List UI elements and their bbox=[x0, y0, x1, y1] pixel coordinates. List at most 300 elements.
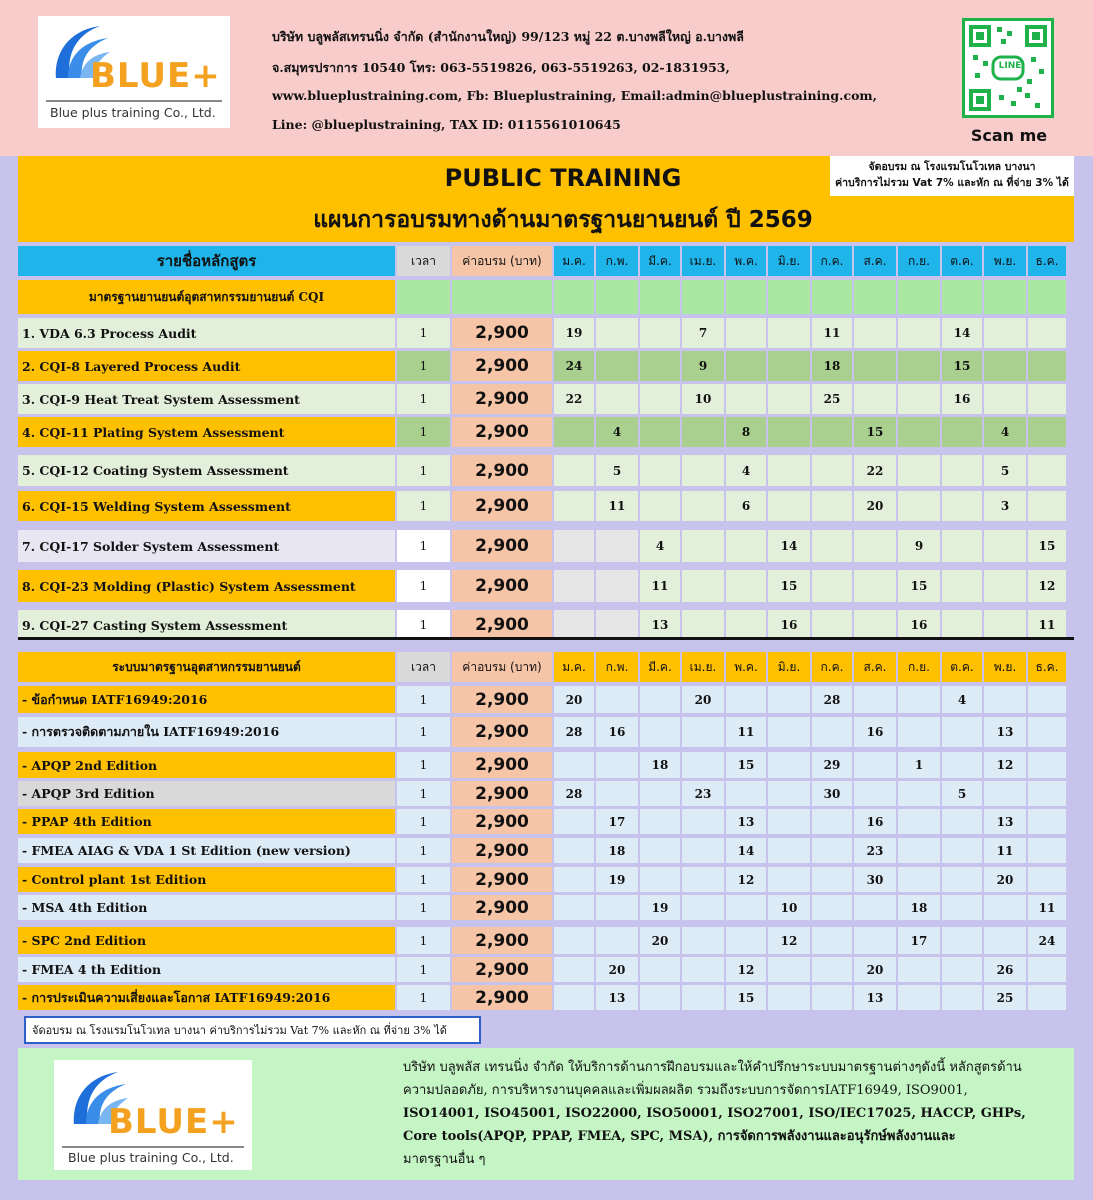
month-date-cell bbox=[812, 717, 852, 747]
venue-note-line-2: ค่าบริการไม่รวม Vat 7% และหัก ณ ที่จ่าย 3% ได้ bbox=[835, 177, 1069, 189]
footer-logo bbox=[54, 1060, 252, 1170]
month-date-cell: 24 bbox=[554, 351, 594, 381]
month-date-cell bbox=[726, 351, 766, 381]
month-date-cell bbox=[898, 686, 940, 713]
month-header: ม.ค. bbox=[554, 246, 594, 276]
duration-cell: 1 bbox=[397, 867, 450, 892]
section-cqi-duration-blank bbox=[397, 280, 450, 314]
month-date-cell bbox=[596, 781, 638, 806]
section-cqi-month-blank bbox=[596, 280, 638, 314]
month-date-cell bbox=[984, 530, 1026, 562]
duration-cell: 1 bbox=[397, 610, 450, 640]
month-header: เม.ย. bbox=[682, 246, 724, 276]
month-date-cell: 23 bbox=[854, 838, 896, 863]
footer-logo-subtitle: Blue plus training Co., Ltd. bbox=[68, 1150, 234, 1165]
month-date-cell bbox=[1028, 838, 1066, 863]
duration-cell: 1 bbox=[397, 781, 450, 806]
price-cell: 2,900 bbox=[452, 491, 552, 521]
month-date-cell bbox=[726, 781, 766, 806]
month-date-cell bbox=[596, 927, 638, 954]
services-line-5: มาตรฐานอื่น ๆ bbox=[403, 1152, 486, 1167]
course-name-cell: - ข้อกำหนด IATF16949:2016 bbox=[18, 686, 395, 713]
header-address-line-2: จ.สมุทรปราการ 10540 โทร: 063-5519826, 063-5519263, 02-1831953, bbox=[272, 60, 730, 75]
course-name-cell: - FMEA AIAG & VDA 1 St Edition (new version) bbox=[18, 838, 395, 863]
month-date-cell bbox=[812, 491, 852, 521]
month-date-cell bbox=[554, 417, 594, 447]
month-date-cell bbox=[554, 752, 594, 778]
month-date-cell bbox=[942, 530, 982, 562]
month-date-cell: 15 bbox=[854, 417, 896, 447]
section-cqi-month-blank bbox=[768, 280, 810, 314]
month-date-cell bbox=[984, 895, 1026, 920]
month-date-cell bbox=[640, 455, 680, 486]
month-date-cell: 18 bbox=[640, 752, 680, 778]
month-header: ก.ค. bbox=[812, 246, 852, 276]
month-date-cell bbox=[768, 384, 810, 414]
month-date-cell bbox=[768, 455, 810, 486]
month-header: มี.ค. bbox=[640, 246, 680, 276]
section-cqi-month-blank bbox=[812, 280, 852, 314]
month-date-cell: 11 bbox=[812, 318, 852, 348]
month-date-cell bbox=[640, 985, 680, 1010]
month-header: พ.ย. bbox=[984, 246, 1026, 276]
duration-cell: 1 bbox=[397, 686, 450, 713]
month-date-cell bbox=[942, 927, 982, 954]
section-cqi-month-blank bbox=[682, 280, 724, 314]
section-cqi-month-blank bbox=[942, 280, 982, 314]
section2-month-header: มี.ค. bbox=[640, 652, 680, 682]
month-header: ก.พ. bbox=[596, 246, 638, 276]
header-address-line-1: บริษัท บลูพลัสเทรนนิ่ง จำกัด (สำนักงานใหญ่) 99/123 หมู่ 22 ต.บางพลีใหญ่ อ.บางพลี bbox=[272, 29, 744, 44]
duration-cell: 1 bbox=[397, 351, 450, 381]
month-date-cell bbox=[682, 895, 724, 920]
month-date-cell bbox=[1028, 455, 1066, 486]
services-line-1: บริษัท บลูพลัส เทรนนิ่ง จำกัด ให้บริการด้านการฝึกอบรมและให้คำปรึกษาระบบมาตรฐานต่างๆดังนี้ หลักสูตรด้าน bbox=[403, 1060, 1022, 1075]
section2-duration-header: เวลา bbox=[397, 652, 450, 682]
section2-month-header: พ.ค. bbox=[726, 652, 766, 682]
month-date-cell bbox=[640, 384, 680, 414]
month-date-cell: 28 bbox=[812, 686, 852, 713]
month-date-cell bbox=[1028, 752, 1066, 778]
month-date-cell bbox=[726, 530, 766, 562]
month-date-cell bbox=[726, 927, 766, 954]
course-name-cell: 5. CQI-12 Coating System Assessment bbox=[18, 455, 395, 486]
month-header: มิ.ย. bbox=[768, 246, 810, 276]
month-date-cell bbox=[554, 610, 594, 640]
month-date-cell: 12 bbox=[1028, 570, 1066, 602]
month-date-cell bbox=[1028, 867, 1066, 892]
month-date-cell: 18 bbox=[596, 838, 638, 863]
month-date-cell bbox=[1028, 781, 1066, 806]
price-cell: 2,900 bbox=[452, 752, 552, 778]
month-date-cell bbox=[768, 417, 810, 447]
section2-month-header: ก.ค. bbox=[812, 652, 852, 682]
month-date-cell bbox=[812, 530, 852, 562]
course-name-cell: 3. CQI-9 Heat Treat System Assessment bbox=[18, 384, 395, 414]
month-date-cell: 15 bbox=[942, 351, 982, 381]
month-date-cell: 8 bbox=[726, 417, 766, 447]
month-date-cell: 11 bbox=[1028, 610, 1066, 640]
month-date-cell: 26 bbox=[984, 957, 1026, 982]
month-date-cell bbox=[768, 809, 810, 834]
month-date-cell: 20 bbox=[554, 686, 594, 713]
header-contact-line-4: Line: @blueplustraining, TAX ID: 0115561010645 bbox=[272, 117, 621, 132]
month-date-cell bbox=[682, 957, 724, 982]
services-line-2: ความปลอดภัย, การบริหารงานบุคคลและเพิ่มผลผลิต รวมถึงระบบการจัดการIATF16949, ISO9001, bbox=[403, 1083, 968, 1098]
section2-month-header: พ.ย. bbox=[984, 652, 1026, 682]
month-date-cell bbox=[898, 867, 940, 892]
month-date-cell bbox=[768, 491, 810, 521]
duration-cell: 1 bbox=[397, 384, 450, 414]
section2-month-header: ก.พ. bbox=[596, 652, 638, 682]
month-date-cell bbox=[726, 610, 766, 640]
footer-logo-wordmark: BLUE+ bbox=[108, 1102, 239, 1142]
month-date-cell: 30 bbox=[812, 781, 852, 806]
month-date-cell bbox=[554, 895, 594, 920]
course-name-cell: 6. CQI-15 Welding System Assessment bbox=[18, 491, 395, 521]
month-date-cell: 30 bbox=[854, 867, 896, 892]
month-date-cell bbox=[898, 985, 940, 1010]
month-date-cell bbox=[682, 867, 724, 892]
month-date-cell: 5 bbox=[596, 455, 638, 486]
month-date-cell: 15 bbox=[1028, 530, 1066, 562]
month-date-cell bbox=[554, 957, 594, 982]
services-line-3: ISO14001, ISO45001, ISO22000, ISO50001, ISO27001, ISO/IEC17025, HACCP, GHPs, bbox=[403, 1106, 1026, 1121]
month-date-cell: 28 bbox=[554, 717, 594, 747]
qr-line-label: LINE bbox=[998, 61, 1022, 71]
month-date-cell bbox=[854, 610, 896, 640]
month-date-cell bbox=[726, 895, 766, 920]
month-date-cell bbox=[596, 752, 638, 778]
month-date-cell bbox=[554, 530, 594, 562]
month-date-cell bbox=[768, 351, 810, 381]
month-date-cell bbox=[554, 927, 594, 954]
course-name-cell: 7. CQI-17 Solder System Assessment bbox=[18, 530, 395, 562]
course-name-cell: - FMEA 4 th Edition bbox=[18, 957, 395, 982]
month-date-cell bbox=[854, 570, 896, 602]
duration-cell: 1 bbox=[397, 809, 450, 834]
month-date-cell: 5 bbox=[942, 781, 982, 806]
month-date-cell bbox=[984, 570, 1026, 602]
duration-cell: 1 bbox=[397, 717, 450, 747]
month-date-cell bbox=[854, 530, 896, 562]
month-date-cell: 18 bbox=[898, 895, 940, 920]
month-date-cell: 20 bbox=[854, 957, 896, 982]
month-date-cell bbox=[682, 417, 724, 447]
month-date-cell: 17 bbox=[898, 927, 940, 954]
course-name-cell: 2. CQI-8 Layered Process Audit bbox=[18, 351, 395, 381]
month-date-cell: 11 bbox=[984, 838, 1026, 863]
month-date-cell bbox=[942, 491, 982, 521]
month-date-cell bbox=[854, 895, 896, 920]
month-date-cell: 13 bbox=[640, 610, 680, 640]
duration-cell: 1 bbox=[397, 455, 450, 486]
month-date-cell bbox=[942, 838, 982, 863]
month-date-cell bbox=[812, 867, 852, 892]
month-date-cell: 11 bbox=[640, 570, 680, 602]
month-date-cell bbox=[942, 752, 982, 778]
month-date-cell: 10 bbox=[682, 384, 724, 414]
month-date-cell bbox=[682, 927, 724, 954]
month-date-cell: 12 bbox=[726, 957, 766, 982]
month-date-cell: 11 bbox=[596, 491, 638, 521]
month-date-cell bbox=[812, 455, 852, 486]
month-header: ก.ย. bbox=[898, 246, 940, 276]
price-cell: 2,900 bbox=[452, 838, 552, 863]
duration-cell: 1 bbox=[397, 895, 450, 920]
month-date-cell bbox=[768, 867, 810, 892]
price-cell: 2,900 bbox=[452, 717, 552, 747]
month-date-cell bbox=[682, 610, 724, 640]
month-date-cell: 16 bbox=[854, 809, 896, 834]
month-date-cell bbox=[596, 895, 638, 920]
price-cell: 2,900 bbox=[452, 455, 552, 486]
course-name-cell: 8. CQI-23 Molding (Plastic) System Assessment bbox=[18, 570, 395, 602]
month-date-cell bbox=[640, 838, 680, 863]
month-date-cell: 20 bbox=[682, 686, 724, 713]
price-cell: 2,900 bbox=[452, 809, 552, 834]
course-name-cell: 4. CQI-11 Plating System Assessment bbox=[18, 417, 395, 447]
month-date-cell: 16 bbox=[768, 610, 810, 640]
price-cell: 2,900 bbox=[452, 417, 552, 447]
month-date-cell bbox=[1028, 351, 1066, 381]
price-cell: 2,900 bbox=[452, 895, 552, 920]
month-header: ธ.ค. bbox=[1028, 246, 1066, 276]
month-date-cell bbox=[984, 781, 1026, 806]
month-date-cell: 14 bbox=[768, 530, 810, 562]
section-cqi-month-blank bbox=[554, 280, 594, 314]
price-cell: 2,900 bbox=[452, 530, 552, 562]
company-services-text bbox=[403, 1056, 1053, 1171]
month-date-cell bbox=[812, 610, 852, 640]
month-date-cell: 4 bbox=[596, 417, 638, 447]
month-date-cell: 1 bbox=[898, 752, 940, 778]
duration-cell: 1 bbox=[397, 957, 450, 982]
month-date-cell: 5 bbox=[984, 455, 1026, 486]
month-date-cell: 17 bbox=[596, 809, 638, 834]
price-cell: 2,900 bbox=[452, 686, 552, 713]
month-date-cell bbox=[812, 957, 852, 982]
section2-month-header: ต.ค. bbox=[942, 652, 982, 682]
duration-cell: 1 bbox=[397, 417, 450, 447]
month-date-cell: 9 bbox=[898, 530, 940, 562]
course-name-cell: - SPC 2nd Edition bbox=[18, 927, 395, 954]
month-date-cell: 4 bbox=[942, 686, 982, 713]
course-name-cell: - PPAP 4th Edition bbox=[18, 809, 395, 834]
month-date-cell bbox=[812, 927, 852, 954]
duration-cell: 1 bbox=[397, 491, 450, 521]
month-date-cell: 16 bbox=[898, 610, 940, 640]
month-date-cell: 28 bbox=[554, 781, 594, 806]
month-date-cell: 15 bbox=[726, 752, 766, 778]
month-date-cell bbox=[726, 686, 766, 713]
month-date-cell bbox=[942, 570, 982, 602]
month-date-cell bbox=[942, 417, 982, 447]
month-date-cell: 16 bbox=[596, 717, 638, 747]
price-cell: 2,900 bbox=[452, 867, 552, 892]
month-date-cell: 19 bbox=[596, 867, 638, 892]
month-date-cell bbox=[768, 752, 810, 778]
month-date-cell: 25 bbox=[812, 384, 852, 414]
course-name-cell: - MSA 4th Edition bbox=[18, 895, 395, 920]
section2-month-header: เม.ย. bbox=[682, 652, 724, 682]
month-date-cell: 19 bbox=[554, 318, 594, 348]
month-date-cell bbox=[898, 318, 940, 348]
price-cell: 2,900 bbox=[452, 781, 552, 806]
month-date-cell: 25 bbox=[984, 985, 1026, 1010]
month-date-cell bbox=[898, 809, 940, 834]
month-date-cell bbox=[726, 384, 766, 414]
month-date-cell bbox=[898, 717, 940, 747]
month-date-cell bbox=[596, 318, 638, 348]
month-date-cell bbox=[596, 351, 638, 381]
section2-month-header: ก.ย. bbox=[898, 652, 940, 682]
duration-cell: 1 bbox=[397, 570, 450, 602]
month-date-cell bbox=[596, 570, 638, 602]
month-date-cell: 10 bbox=[768, 895, 810, 920]
month-header: ต.ค. bbox=[942, 246, 982, 276]
month-date-cell bbox=[1028, 809, 1066, 834]
month-date-cell bbox=[898, 455, 940, 486]
section2-month-header: มิ.ย. bbox=[768, 652, 810, 682]
section-cqi-month-blank bbox=[898, 280, 940, 314]
section2-price-header: ค่าอบรม (บาท) bbox=[452, 652, 552, 682]
month-date-cell: 22 bbox=[854, 455, 896, 486]
price-cell: 2,900 bbox=[452, 351, 552, 381]
month-date-cell bbox=[554, 491, 594, 521]
month-date-cell bbox=[854, 927, 896, 954]
month-date-cell: 22 bbox=[554, 384, 594, 414]
month-date-cell bbox=[682, 530, 724, 562]
course-name-cell: 1. VDA 6.3 Process Audit bbox=[18, 318, 395, 348]
duration-column-header: เวลา bbox=[397, 246, 450, 276]
price-cell: 2,900 bbox=[452, 318, 552, 348]
section-iatf-title: ระบบมาตรฐานอุตสาหกรรมยานยนต์ bbox=[18, 652, 395, 682]
public-training-title: PUBLIC TRAINING bbox=[444, 164, 682, 192]
month-date-cell bbox=[768, 985, 810, 1010]
month-date-cell bbox=[984, 384, 1026, 414]
month-date-cell: 12 bbox=[768, 927, 810, 954]
month-date-cell bbox=[854, 384, 896, 414]
month-date-cell bbox=[682, 838, 724, 863]
scan-me-label: Scan me bbox=[970, 126, 1048, 145]
month-date-cell bbox=[596, 610, 638, 640]
duration-cell: 1 bbox=[397, 530, 450, 562]
month-date-cell bbox=[812, 838, 852, 863]
section-cqi-month-blank bbox=[640, 280, 680, 314]
month-date-cell: 9 bbox=[682, 351, 724, 381]
month-date-cell: 16 bbox=[942, 384, 982, 414]
month-date-cell bbox=[768, 838, 810, 863]
month-date-cell: 23 bbox=[682, 781, 724, 806]
month-date-cell bbox=[898, 351, 940, 381]
month-date-cell bbox=[898, 384, 940, 414]
footer-logo-underline bbox=[62, 1146, 244, 1148]
month-date-cell bbox=[640, 491, 680, 521]
month-date-cell: 11 bbox=[726, 717, 766, 747]
month-date-cell: 4 bbox=[984, 417, 1026, 447]
footnote-box: จัดอบรม ณ โรงแรมโนโวเทล บางนา ค่าบริการไม่รวม Vat 7% และหัก ณ ที่จ่าย 3% ได้ bbox=[24, 1016, 481, 1044]
logo-wordmark: BLUE+ bbox=[90, 56, 221, 96]
price-cell: 2,900 bbox=[452, 384, 552, 414]
month-date-cell bbox=[942, 867, 982, 892]
section-cqi-price-blank bbox=[452, 280, 552, 314]
month-date-cell: 15 bbox=[768, 570, 810, 602]
month-date-cell bbox=[854, 752, 896, 778]
duration-cell: 1 bbox=[397, 985, 450, 1010]
month-date-cell bbox=[984, 318, 1026, 348]
month-date-cell bbox=[682, 570, 724, 602]
price-cell: 2,900 bbox=[452, 927, 552, 954]
month-date-cell bbox=[854, 686, 896, 713]
month-date-cell bbox=[942, 895, 982, 920]
month-date-cell bbox=[984, 927, 1026, 954]
section2-month-header: ม.ค. bbox=[554, 652, 594, 682]
month-date-cell bbox=[942, 809, 982, 834]
month-header: พ.ค. bbox=[726, 246, 766, 276]
price-cell: 2,900 bbox=[452, 957, 552, 982]
month-date-cell bbox=[682, 809, 724, 834]
month-date-cell: 3 bbox=[984, 491, 1026, 521]
month-date-cell: 20 bbox=[984, 867, 1026, 892]
month-date-cell: 15 bbox=[726, 985, 766, 1010]
month-date-cell bbox=[1028, 957, 1066, 982]
header-contact-line-3: www.blueplustraining.com, Fb: Blueplustraining, Email:admin@blueplustraining.com, bbox=[272, 88, 878, 103]
month-date-cell bbox=[640, 957, 680, 982]
month-date-cell bbox=[554, 985, 594, 1010]
month-date-cell bbox=[682, 717, 724, 747]
course-name-cell: - APQP 3rd Edition bbox=[18, 781, 395, 806]
month-date-cell bbox=[1028, 717, 1066, 747]
month-date-cell bbox=[640, 351, 680, 381]
month-date-cell bbox=[596, 384, 638, 414]
logo-subtitle: Blue plus training Co., Ltd. bbox=[50, 105, 216, 120]
month-date-cell: 12 bbox=[726, 867, 766, 892]
venue-note-line-1: จัดอบรม ณ โรงแรมโนโวเทล บางนา bbox=[868, 161, 1036, 173]
duration-cell: 1 bbox=[397, 752, 450, 778]
month-date-cell bbox=[812, 570, 852, 602]
price-cell: 2,900 bbox=[452, 985, 552, 1010]
month-header: ส.ค. bbox=[854, 246, 896, 276]
course-column-header: รายชื่อหลักสูตร bbox=[18, 246, 395, 276]
course-name-cell: - การประเมินความเสี่ยงและโอกาส IATF16949:2016 bbox=[18, 985, 395, 1010]
month-date-cell: 13 bbox=[984, 809, 1026, 834]
month-date-cell bbox=[640, 809, 680, 834]
month-date-cell bbox=[1028, 384, 1066, 414]
month-date-cell bbox=[1028, 985, 1066, 1010]
month-date-cell bbox=[942, 957, 982, 982]
month-date-cell bbox=[768, 717, 810, 747]
month-date-cell: 4 bbox=[726, 455, 766, 486]
course-name-cell: - APQP 2nd Edition bbox=[18, 752, 395, 778]
duration-cell: 1 bbox=[397, 318, 450, 348]
month-date-cell bbox=[898, 491, 940, 521]
month-date-cell bbox=[1028, 491, 1066, 521]
month-date-cell bbox=[726, 318, 766, 348]
month-date-cell: 14 bbox=[942, 318, 982, 348]
month-date-cell bbox=[812, 809, 852, 834]
month-date-cell bbox=[726, 570, 766, 602]
month-date-cell: 29 bbox=[812, 752, 852, 778]
month-date-cell bbox=[854, 781, 896, 806]
month-date-cell bbox=[554, 455, 594, 486]
section2-month-header: ธ.ค. bbox=[1028, 652, 1066, 682]
month-date-cell bbox=[640, 318, 680, 348]
month-date-cell: 18 bbox=[812, 351, 852, 381]
section2-month-header: ส.ค. bbox=[854, 652, 896, 682]
month-date-cell: 24 bbox=[1028, 927, 1066, 954]
month-date-cell: 15 bbox=[898, 570, 940, 602]
